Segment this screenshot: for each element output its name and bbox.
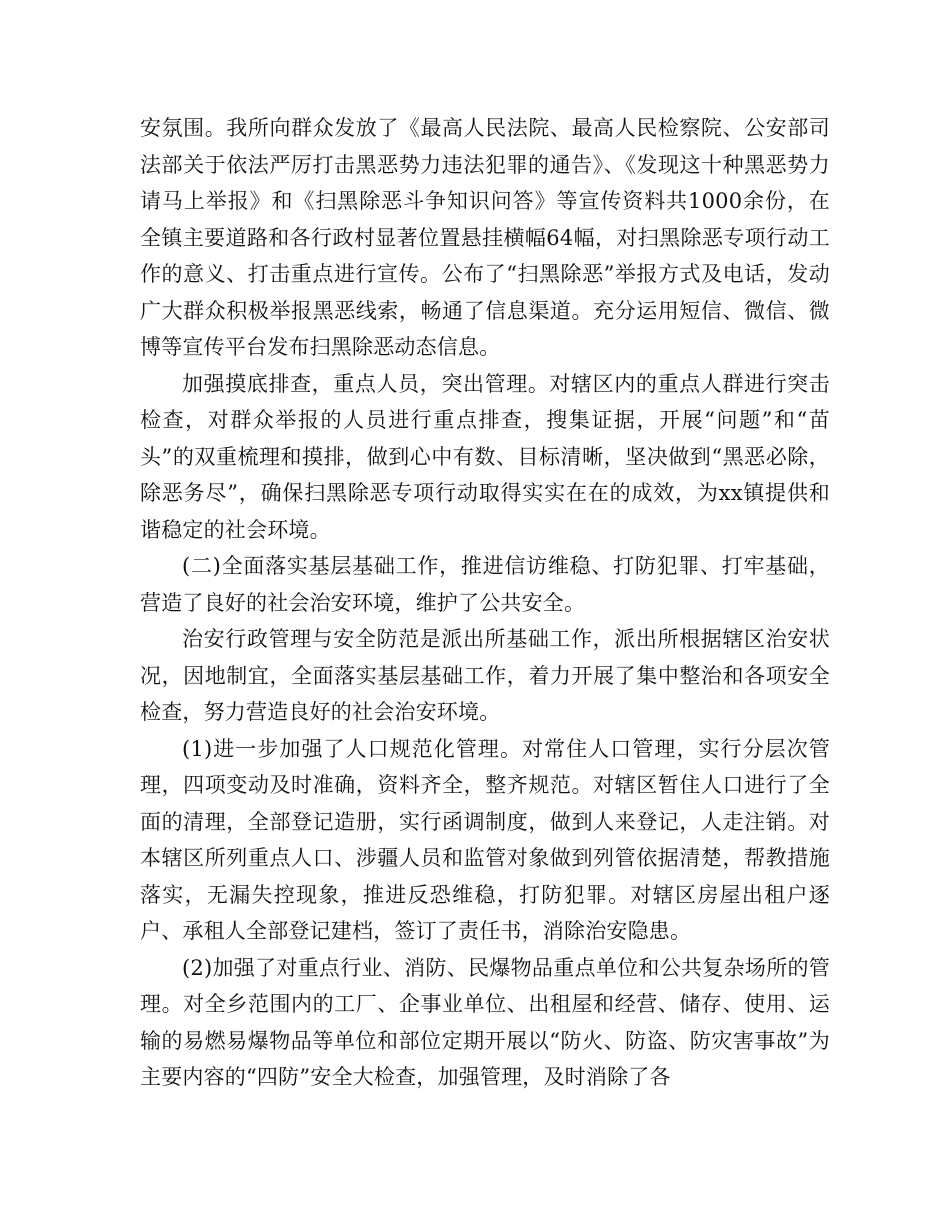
paragraph-publicity-materials: 安氛围。我所向群众发放了《最高人民法院、最高人民检察院、公安部司法部关于依法严厉打击黑恶势力违法犯罪的通告》、《发现这十种黑恶势力请马上举报》和《扫黑除恶斗争知识问答》等宣传资料共1000余份，在全镇主要道路和各行政村显著位置悬挂横幅64幅，对扫黑除恶专项行动工作的意义、打击重点进行宣传。公布了“扫黑除恶”举报方式及电话，发动广大群众积极举报黑恶线索，畅通了信息渠道。充分运用短信、微信、微博等宣传平台发布扫黑除恶动态信息。 [140, 116, 830, 359]
paragraph-key-industries-management: (2)加强了对重点行业、消防、民爆物品重点单位和公共复杂场所的管理。对全乡范围内的工厂、企事业单位、出租屋和经营、储存、使用、运输的易燃易爆物品等单位和部位定期开展以“防火、防盗、防灾害事故”为主要内容的“四防”安全大检查，加强管理，及时消除了各 [140, 955, 830, 1089]
paragraph-key-personnel-screening: 加强摸底排查，重点人员，突出管理。对辖区内的重点人群进行突击检查，对群众举报的人员进行重点排查，搜集证据，开展“问题”和“苗头”的双重梳理和摸排，做到心中有数、目标清晰，坚决做到“黑恶必除，除恶务尽”，确保扫黑除恶专项行动取得实实在在的成效，为xx镇提供和谐稳定的社会环境。 [140, 371, 830, 542]
paragraph-section-two-heading: (二)全面落实基层基础工作，推进信访维稳、打防犯罪、打牢基础，营造了良好的社会治安环境，维护了公共安全。 [140, 554, 830, 615]
paragraph-population-management: (1)进一步加强了人口规范化管理。对常住人口管理，实行分层次管理，四项变动及时准确，资料齐全，整齐规范。对辖区暂住人口进行了全面的清理，全部登记造册，实行函调制度，做到人来登记，人走注销。对本辖区所列重点人口、涉疆人员和监管对象做到列管依据清楚，帮教措施落实，无漏失控现象，推进反恐维稳，打防犯罪。对辖区房屋出租户逐户、承租人全部登记建档，签订了责任书，消除治安隐患。 [140, 736, 830, 943]
paragraph-public-security-admin: 治安行政管理与安全防范是派出所基础工作，派出所根据辖区治安状况，因地制宜，全面落实基层基础工作，着力开展了集中整治和各项安全检查，努力营造良好的社会治安环境。 [140, 627, 830, 724]
document-body [140, 110, 830, 1096]
